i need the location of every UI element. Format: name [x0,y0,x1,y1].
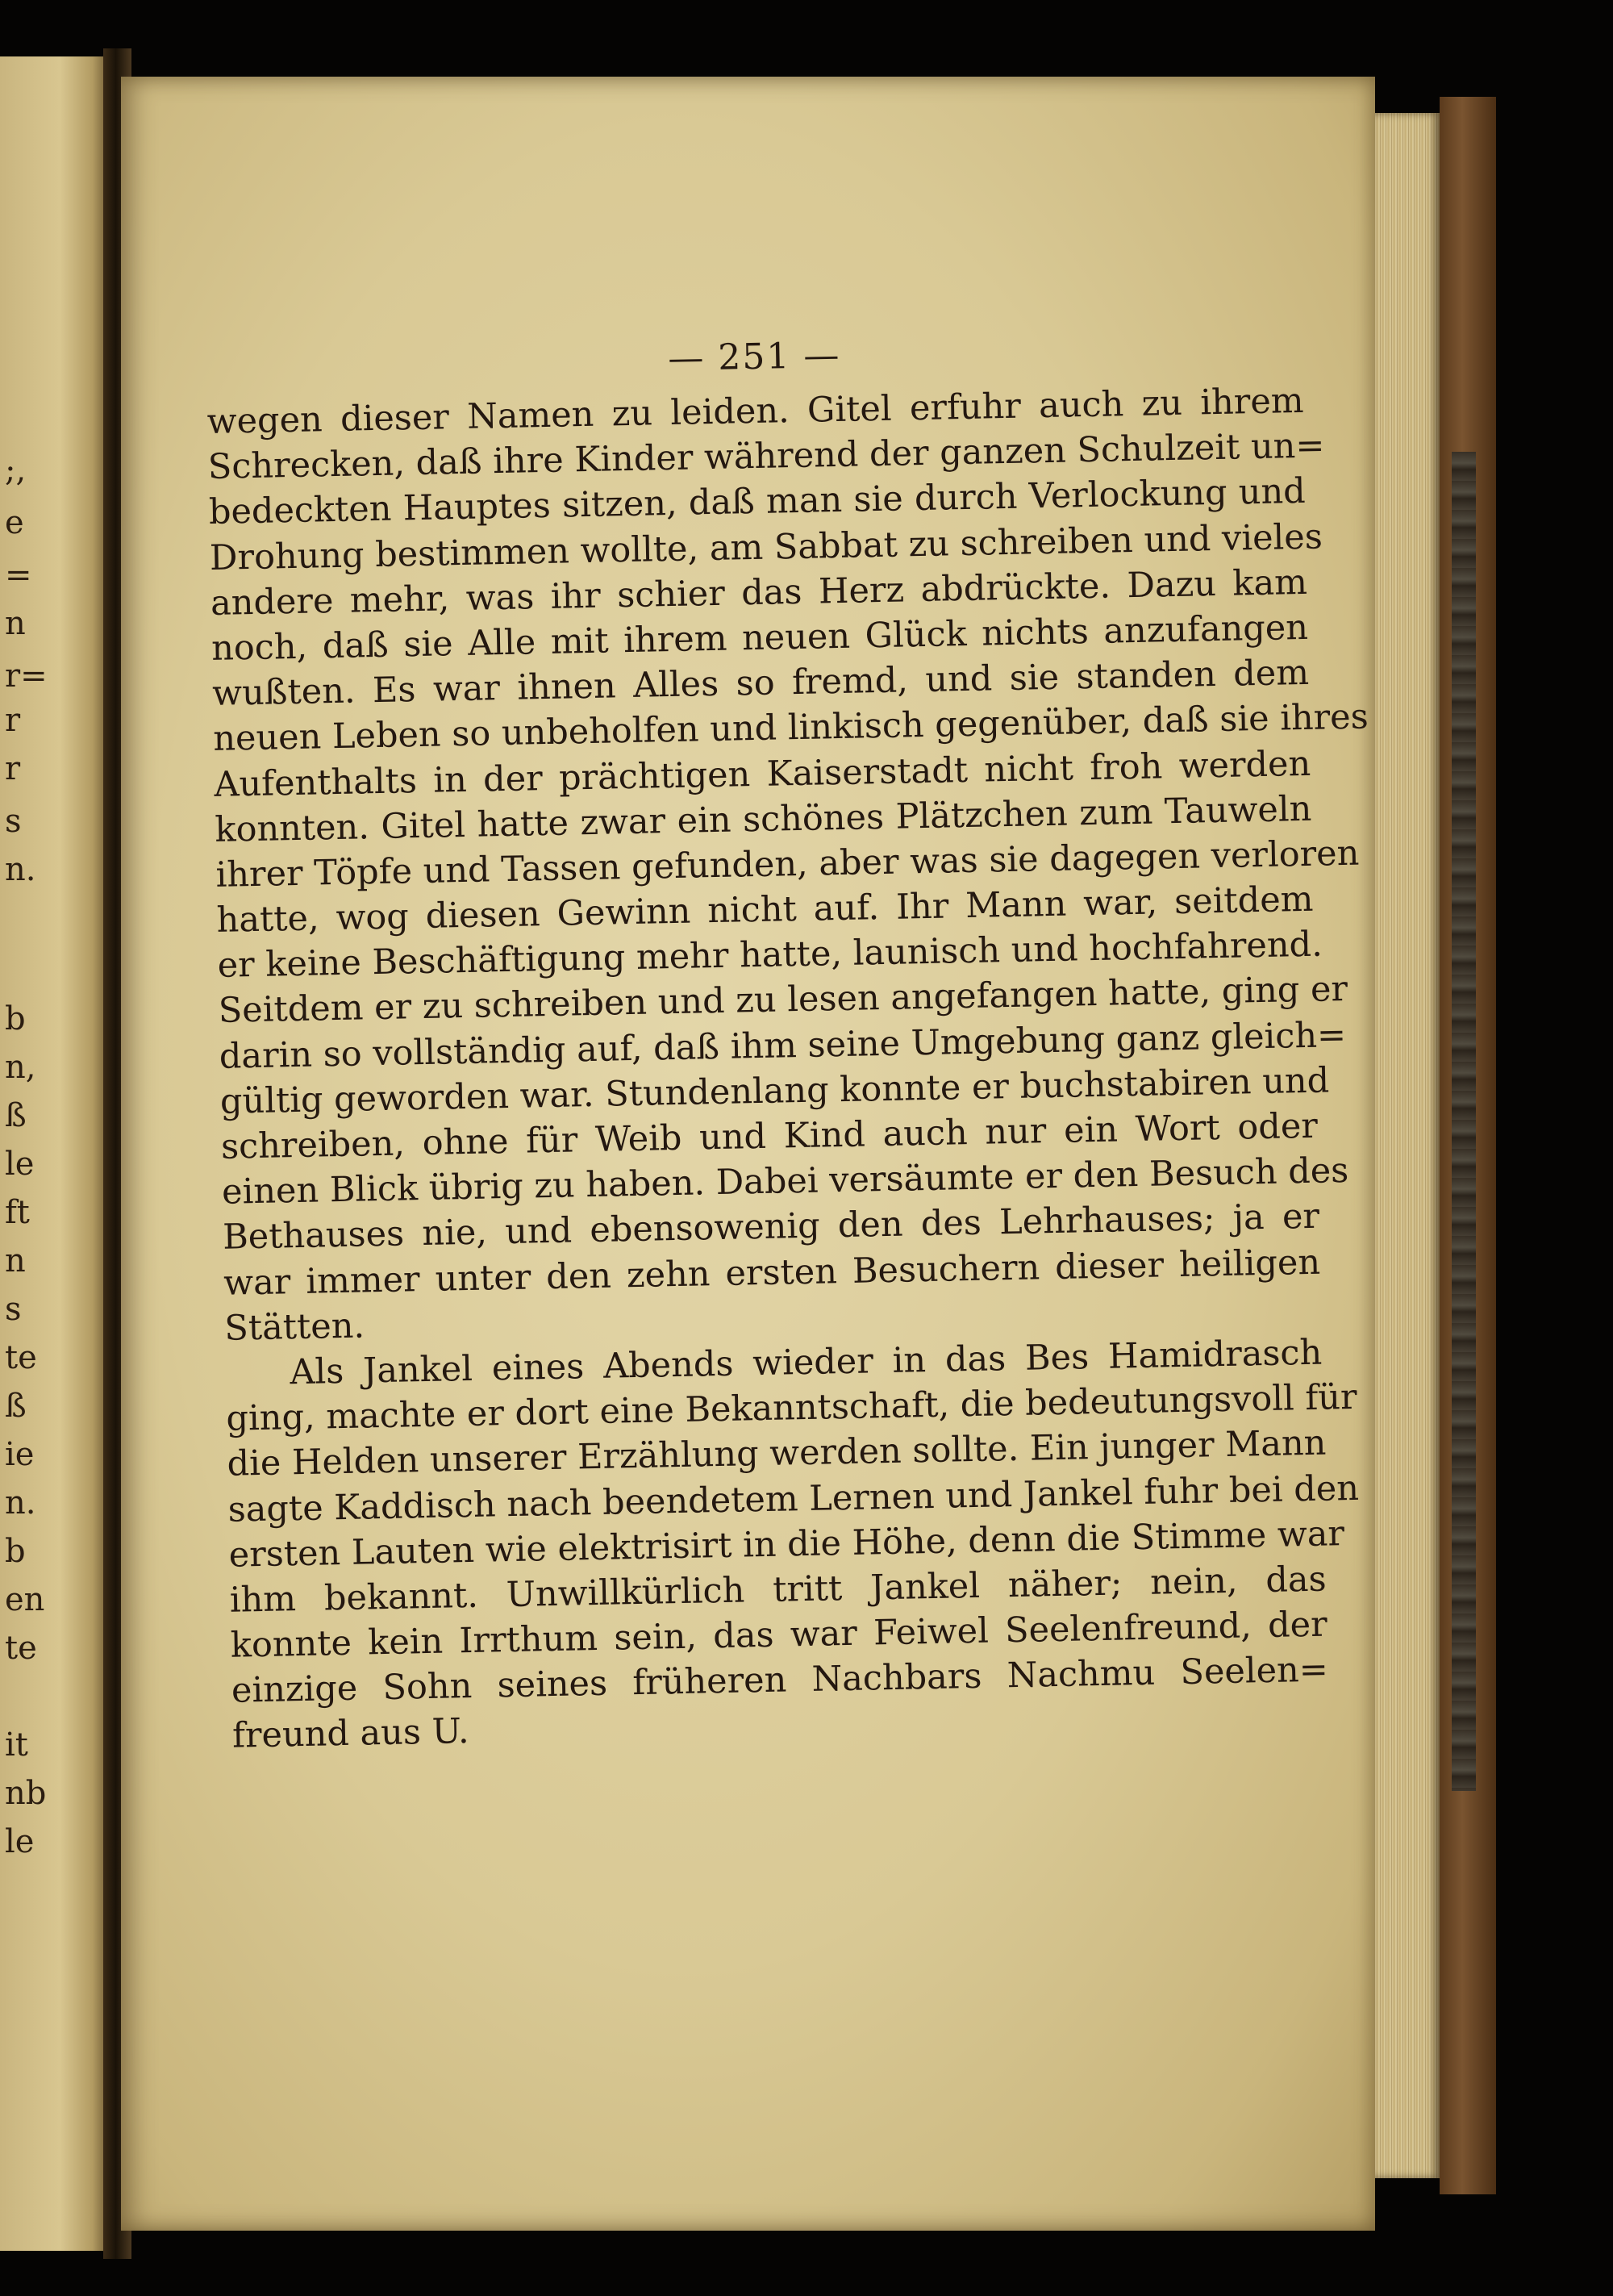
left-fragment: ß [5,1388,27,1425]
left-fragment: e [5,504,24,541]
left-fragment: b [5,1000,26,1037]
left-fragment: s [5,1291,22,1328]
text-line: noch, daß sie Alle mit ihrem neuen Glück nichts anzufangen [210,607,1309,669]
left-fragment: b [5,1533,26,1570]
left-fragment: te [5,1630,37,1667]
text-line: hatte, wog diesen Gewinn nicht auf. Ihr Mann war, seitdem [216,879,1314,941]
text-line: Stätten. [223,1305,365,1349]
text-line: einen Blick übrig zu haben. Dabei versäumte er den Besuch des [221,1150,1349,1213]
text-line: darin so vollständig auf, daß ihm seine Umgebung ganz gleich= [219,1014,1347,1077]
text-line: wegen dieser Namen zu leiden. Gitel erfuhr auch zu ihrem [206,380,1305,442]
left-fragment: s [5,803,22,840]
left-fragment: ft [5,1194,30,1231]
text-line: Schrecken, daß ihre Kinder während der ganzen Schulzeit un= [207,425,1325,488]
left-fragment: en [5,1581,45,1618]
left-fragment: te [5,1339,37,1376]
text-line: konnte kein Irrthum sein, das war Feiwel Seelenfreund, der [230,1604,1328,1666]
left-fragment: le [5,1823,35,1860]
text-line: wußten. Es war ihnen Alles so fremd, und sie standen dem [211,652,1310,715]
left-fragment: = [5,557,32,594]
left-fragment: n [5,605,26,642]
left-fragment: n. [5,1484,36,1522]
left-fragment: r [5,750,21,787]
text-line: gültig geworden war. Stundenlang konnte er buchstabiren und [219,1060,1330,1122]
text-line: ihrer Töpfe und Tassen gefunden, aber was sie dagegen verloren [215,833,1360,895]
text-line: Drohung bestimmen wollte, am Sabbat zu schreiben und vieles [209,516,1323,578]
left-fragment: r= [5,657,48,695]
text-line: sagte Kaddisch nach beendetem Lernen und Jankel fuhr bei den [227,1467,1360,1530]
left-fragment: le [5,1146,35,1183]
left-fragment: ;, [5,452,27,489]
text-line: Als Jankel eines Abends wieder in das Bes Hamidrasch [289,1332,1323,1393]
text-line: ihm bekannt. Unwillkürlich tritt Jankel näher; nein, das [229,1559,1327,1621]
text-line: ging, machte er dort eine Bekanntschaft, die bedeutungsvoll für [226,1376,1357,1439]
text-line: konnten. Gitel hatte zwar ein schönes Plätzchen zum Tauweln [215,788,1312,850]
left-fragment: n, [5,1049,36,1086]
left-fragment: ß [5,1097,27,1134]
text-line: Bethauses nie, und ebensowenig den des Lehrhauses; ja er [222,1196,1320,1259]
left-fragment: ie [5,1436,35,1473]
text-line: ersten Lauten wie elektrisirt in die Höhe, denn die Stimme war [228,1513,1345,1576]
page-number-header: — 251 — [667,334,841,379]
left-fragment: n [5,1242,26,1279]
text-line: Seitdem er zu schreiben und zu lesen angefangen hatte, ging er [218,969,1348,1032]
left-page-fragments [0,56,105,2251]
cover-marbling [1452,452,1476,1791]
text-line: war immer unter den zehn ersten Besuchern dieser heiligen [223,1242,1321,1304]
text-line: schreiben, ohne für Weib und Kind auch nur ein Wort oder [220,1105,1319,1167]
text-line: freund aus U. [231,1711,470,1757]
left-page [0,56,109,2251]
left-fragment: it [5,1726,28,1764]
text-line: bedeckten Hauptes sitzen, daß man sie durch Verlockung und [208,471,1307,533]
left-fragment: n. [5,851,36,888]
text-line: einzige Sohn seines früheren Nachbars Nachmu Seelen= [231,1649,1329,1711]
text-line: neuen Leben so unbeholfen und linkisch gegenüber, daß sie ihres [212,696,1369,760]
page-text-block [206,326,1369,1759]
text-line: Aufenthalts in der prächtigen Kaiserstadt nicht froh werden [213,743,1311,805]
page-edges [1375,113,1440,2178]
left-fragment: r [5,702,21,739]
left-fragment: nb [5,1775,47,1812]
text-line: die Helden unserer Erzählung werden sollte. Ein junger Mann [227,1422,1327,1485]
text-line: er keine Beschäftigung mehr hatte, launisch und hochfahrend. [217,924,1323,987]
text-line: andere mehr, was ihr schier das Herz abdrückte. Dazu kam [210,561,1308,624]
